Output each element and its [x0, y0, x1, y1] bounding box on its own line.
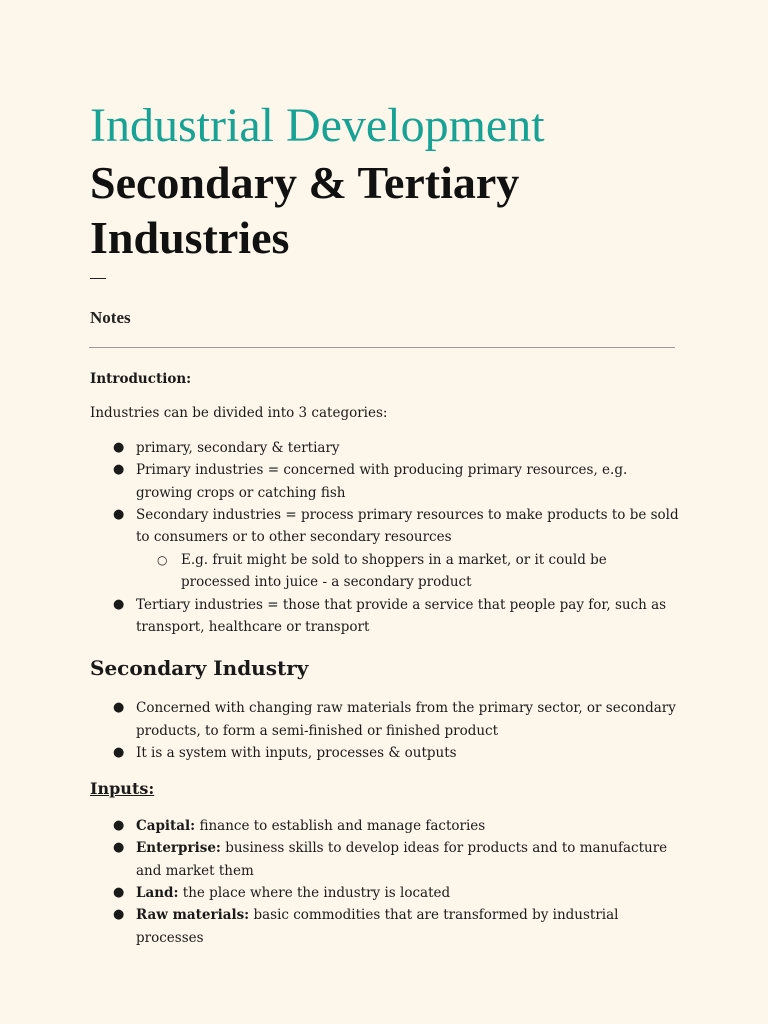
list-item: [90, 697, 680, 742]
list-item: [90, 437, 680, 459]
list-item-text: Secondary industries = process primary resources to make products to be sold to consumers or to other secondary resources: [136, 507, 679, 546]
input-term: Capital:: [136, 817, 196, 834]
bullet-icon: ●: [113, 700, 125, 716]
notes-label: Notes: [90, 308, 131, 327]
list-item: [90, 504, 680, 549]
input-description: the place where the industry is located: [178, 884, 451, 901]
list-item-text: It is a system with inputs, processes & outputs: [136, 745, 457, 762]
list-item-text: Tertiary industries = those that provide a service that people pay for, such as transport, healthcare or transport: [136, 596, 667, 636]
list-item: [90, 815, 680, 837]
list-item: [90, 882, 680, 904]
bullet-icon: ●: [113, 507, 125, 523]
list-item: [90, 594, 680, 639]
list-item: [90, 904, 680, 949]
bullet-icon: ●: [113, 907, 125, 923]
introduction-heading: Introduction:: [90, 371, 192, 387]
bullet-icon: ●: [113, 596, 125, 612]
bullet-icon: ●: [113, 817, 125, 833]
horizontal-rule: [89, 347, 675, 348]
input-term: Raw materials:: [136, 907, 250, 924]
input-term: Enterprise:: [136, 840, 221, 857]
introduction-sublist: [90, 549, 680, 594]
notes-content: [90, 368, 680, 949]
document-subtitle: Secondary & Tertiary Industries: [90, 157, 520, 263]
secondary-industry-list: [90, 697, 680, 764]
list-item: [90, 837, 680, 882]
introduction-list: [90, 437, 680, 549]
bullet-icon: ●: [113, 439, 125, 455]
input-term: Land:: [136, 884, 179, 901]
inputs-list: [90, 815, 680, 949]
input-description: business skills to develop ideas for products and to manufacture and market them: [136, 840, 668, 879]
introduction-list-continued: [90, 594, 680, 639]
sub-list-item: [90, 549, 680, 594]
bullet-icon: ●: [113, 884, 125, 900]
inputs-heading: Inputs:: [90, 778, 155, 798]
document-title: Industrial Development: [90, 99, 545, 152]
bullet-icon: ●: [113, 745, 125, 761]
title-dash-divider: [90, 278, 106, 279]
list-item-text: primary, secondary & tertiary: [136, 439, 340, 456]
list-item-text: Primary industries = concerned with producing primary resources, e.g. growing crops or catching fish: [136, 462, 628, 501]
list-item: [90, 459, 680, 504]
bullet-icon: ●: [113, 840, 125, 856]
list-item-text: Concerned with changing raw materials from the primary sector, or secondary products, to form a semi-finished or finished product: [136, 700, 676, 739]
secondary-industry-heading: Secondary Industry: [90, 656, 309, 681]
introduction-text: Industries can be divided into 3 categories:: [90, 405, 388, 422]
input-description: basic commodities that are transformed by industrial processes: [136, 907, 619, 946]
input-description: finance to establish and manage factories: [195, 817, 486, 834]
hollow-bullet-icon: ○: [157, 552, 168, 567]
sub-list-item-text: E.g. fruit might be sold to shoppers in a market, or it could be processed into juice - a secondary product: [181, 551, 607, 591]
list-item: [90, 742, 680, 764]
bullet-icon: ●: [113, 462, 125, 478]
